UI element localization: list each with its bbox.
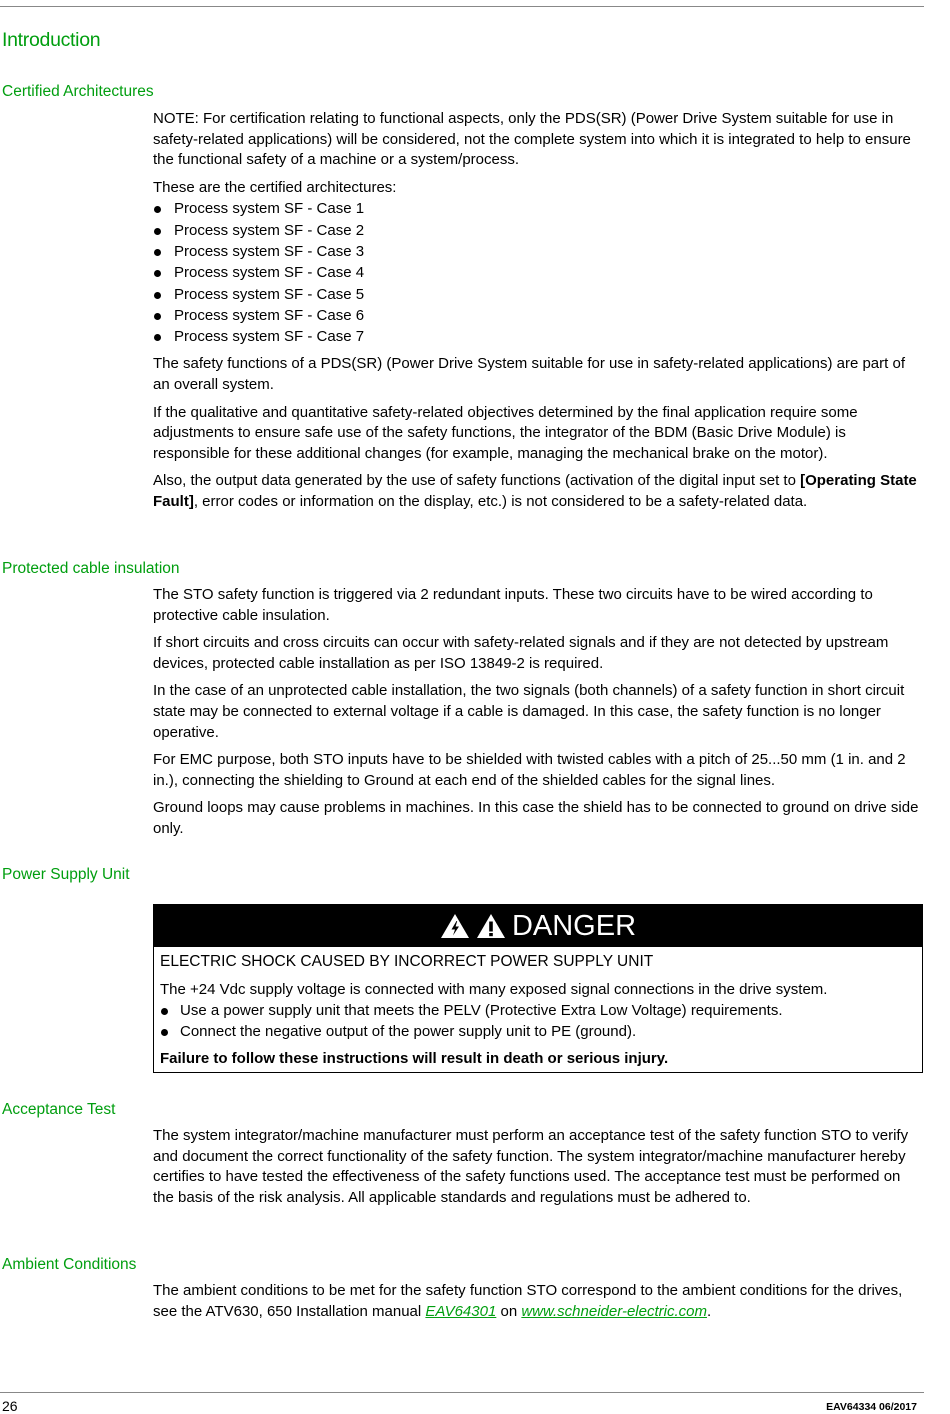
danger-safety-message <box>153 904 923 1073</box>
text-run: on <box>496 1302 522 1320</box>
list-item: Process system SF - Case 6 <box>153 305 923 326</box>
note-label: NOTE: <box>153 110 199 127</box>
note-paragraph <box>153 109 923 171</box>
list-item: Process system SF - Case 7 <box>153 326 923 347</box>
manual-link[interactable]: EAV64301 <box>425 1302 497 1320</box>
danger-content <box>154 947 922 1070</box>
text-run: . <box>706 1302 712 1320</box>
paragraph <box>153 1281 923 1322</box>
list-item: Process system SF - Case 2 <box>153 220 923 241</box>
bottom-rule <box>0 1392 924 1393</box>
list-item: Process system SF - Case 4 <box>153 262 923 283</box>
operating-state-fault-ref: [Operating State Fault] <box>153 472 917 511</box>
danger-list <box>160 1000 916 1042</box>
electric-shock-warning-icon <box>440 913 470 939</box>
warning-triangle-icon <box>476 913 506 939</box>
paragraph: For EMC purpose, both STO inputs have to be shielded with twisted cables with a pitch of 25...50 mm (1 in. and 2 in.), connecting the shielding to Ground at each end of the shielded cables for the signal lines. <box>153 751 906 789</box>
document-reference: EAV64334 06/2017 <box>826 1401 917 1413</box>
page-title: Introduction <box>2 29 101 51</box>
list-item: Process system SF - Case 5 <box>153 284 923 305</box>
page-number: 26 <box>2 1398 18 1414</box>
architectures-list <box>153 198 923 347</box>
paragraph: If the qualitative and quantitative safety-related objectives determined by the final application require some adjustments to ensure safe use of the safety functions, the integrator of the BDM (Basic Drive Module) is responsible for these additional changes (for example, managing the mechanical brake on the motor). <box>153 403 858 462</box>
text-run: The ambient conditions to be met for the safety function STO correspond to the ambient conditions for the drives, see the ATV630, 650 Installation manual <box>153 1282 903 1320</box>
text-run: Also, the output data generated by the use of safety functions (activation of the digital input set to <box>153 472 801 490</box>
section-heading-ambient-conditions: Ambient Conditions <box>2 1256 137 1273</box>
top-rule <box>0 6 924 7</box>
website-link[interactable]: www.schneider-electric.com <box>521 1302 707 1320</box>
section-heading-acceptance-test: Acceptance Test <box>2 1101 116 1118</box>
paragraph: In the case of an unprotected cable installation, the two signals (both channels) of a safety function in short circuit state may be connected to external voltage if a cable is damaged. In this case, the safety function is no longer operative. <box>153 682 905 741</box>
acceptance-test-body <box>153 1126 923 1215</box>
section-heading-power-supply-unit: Power Supply Unit <box>2 866 130 883</box>
text-run: , error codes or information on the display, etc.) is not considered to be a safety-related data. <box>193 493 808 511</box>
note-text: For certification relating to functional aspects, only the PDS(SR) (Power Drive System suitable for use in safety-related applications) will be considered, not the complete system into which it is integrated to help to ensure the functional safety of a machine or a system/process. <box>153 110 911 169</box>
paragraph: The STO safety function is triggered via 2 redundant inputs. These two circuits have to be wired according to protective cable insulation. <box>153 586 873 624</box>
paragraph: If short circuits and cross circuits can occur with safety-related signals and if they are not detected by upstream devices, protected cable installation as per ISO 13849-2 is required. <box>153 634 889 672</box>
danger-title: ELECTRIC SHOCK CAUSED BY INCORRECT POWER SUPPLY UNIT <box>160 953 654 970</box>
architectures-intro: These are the certified architectures: <box>153 178 397 196</box>
section-heading-certified-architectures: Certified Architectures <box>2 83 154 100</box>
protected-cable-body <box>153 585 923 847</box>
paragraph: Ground loops may cause problems in machines. In this case the shield has to be connected to ground on drive side only. <box>153 799 919 837</box>
danger-banner <box>154 905 922 947</box>
paragraph <box>153 471 923 512</box>
list-item: Use a power supply unit that meets the PELV (Protective Extra Low Voltage) requirements. <box>160 1000 916 1021</box>
certified-architectures-body <box>153 109 923 520</box>
danger-consequence: Failure to follow these instructions will result in death or serious injury. <box>160 1050 669 1068</box>
danger-text: The +24 Vdc supply voltage is connected with many exposed signal connections in the drive system. <box>160 980 828 998</box>
list-item: Process system SF - Case 1 <box>153 198 923 219</box>
paragraph: The safety functions of a PDS(SR) (Power Drive System suitable for use in safety-related applications) are part of an overall system. <box>153 355 905 394</box>
paragraph: The system integrator/machine manufacturer must perform an acceptance test of the safety function STO to verify and document the correct functionality of the safety function. The system integrator/machine manufacturer hereby certifies to have tested the effectiveness of the safety functions used. The acceptance test must be performed on the basis of the risk analysis. All applicable standards and regulations must be adhered to. <box>153 1127 909 1206</box>
section-heading-protected-cable-insulation: Protected cable insulation <box>2 560 180 577</box>
list-item: Process system SF - Case 3 <box>153 241 923 262</box>
list-item: Connect the negative output of the power supply unit to PE (ground). <box>160 1021 916 1042</box>
danger-label: DANGER <box>511 909 637 942</box>
ambient-conditions-body <box>153 1281 923 1329</box>
